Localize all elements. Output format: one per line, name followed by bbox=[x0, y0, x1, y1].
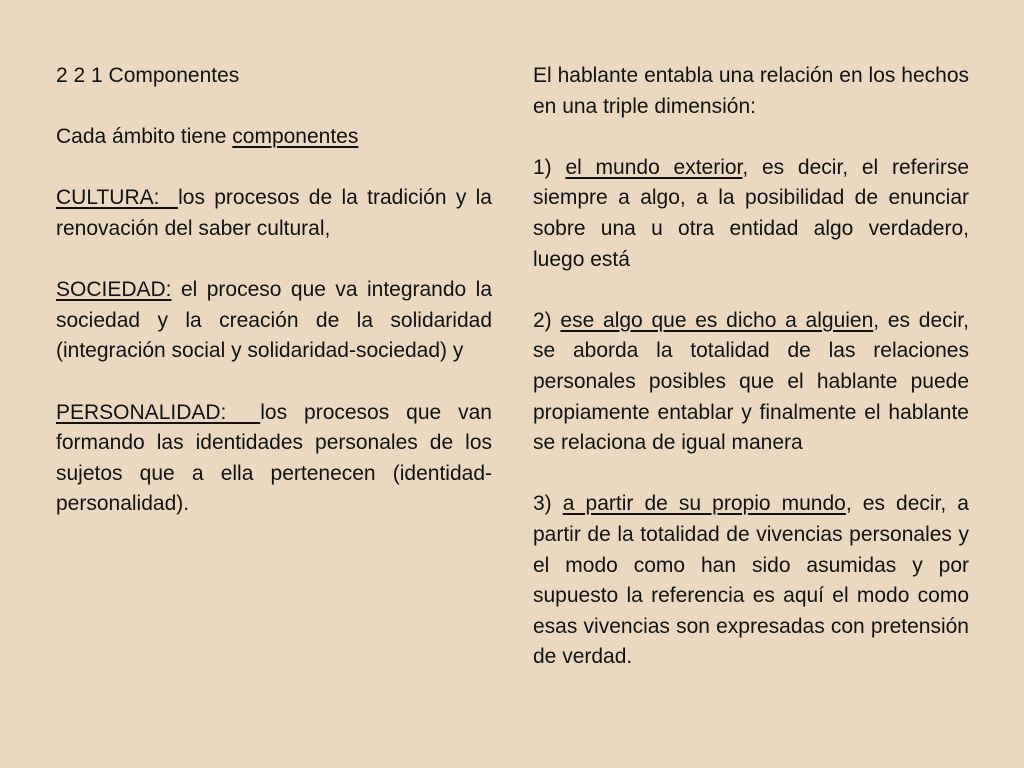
dimension-item-3-text: , es decir, a partir de la totalidad de vivencias personales y el modo como han sido asumidas y por supuesto la referencia es aquí el modo como esas vivencias son expresadas con pretensión de verdad. bbox=[533, 492, 969, 669]
cultura-text: los procesos de la tradición y la renovación del saber cultural, bbox=[56, 186, 492, 240]
section-heading-text: 2 2 1 Componentes bbox=[56, 64, 240, 87]
dimension-item-1-term: el mundo exterior bbox=[565, 155, 743, 179]
sociedad-paragraph bbox=[56, 275, 492, 367]
cultura-label: CULTURA: bbox=[56, 186, 179, 210]
sociedad-label: SOCIEDAD: bbox=[56, 278, 172, 302]
personalidad-label: PERSONALIDAD: bbox=[56, 400, 261, 424]
dimension-intro-text: El hablante entabla una relación en los hechos en una triple dimensión: bbox=[533, 64, 969, 118]
personalidad-paragraph bbox=[56, 398, 492, 520]
dimension-item-2-number: 2) bbox=[533, 308, 561, 332]
sociedad-text: el proceso que va integrando la sociedad y la creación de la solidaridad (integración social y solidaridad-sociedad) y bbox=[56, 278, 492, 363]
dimension-item-2 bbox=[533, 306, 969, 459]
dimension-intro-paragraph bbox=[533, 61, 969, 122]
dimension-item-3 bbox=[533, 489, 969, 673]
dimension-item-1 bbox=[533, 153, 969, 275]
left-column bbox=[56, 61, 492, 520]
dimension-item-2-term: ese algo que es dicho a alguien bbox=[560, 308, 874, 332]
dimension-item-2-text: , es decir, se aborda la totalidad de las relaciones personales posibles que el hablante puede propiamente entablar y finalmente el hablante se relaciona de igual manera bbox=[533, 308, 969, 455]
right-column bbox=[533, 61, 969, 673]
intro-paragraph bbox=[56, 122, 492, 153]
dimension-item-3-number: 3) bbox=[533, 492, 563, 516]
intro-text: Cada ámbito tiene bbox=[56, 125, 233, 149]
cultura-paragraph bbox=[56, 183, 492, 244]
components-term: componentes bbox=[232, 125, 359, 149]
dimension-item-1-number: 1) bbox=[533, 155, 566, 179]
dimension-item-1-text: , es decir, el referirse siempre a algo, a la posibilidad de enunciar sobre una u otra entidad algo verdadero, luego está bbox=[533, 155, 970, 271]
section-heading bbox=[56, 61, 492, 92]
dimension-item-3-term: a partir de su propio mundo bbox=[562, 492, 846, 516]
personalidad-text: los procesos que van formando las identidades personales de los sujetos que a ella pertenecen (identidad-personalidad). bbox=[56, 400, 492, 516]
